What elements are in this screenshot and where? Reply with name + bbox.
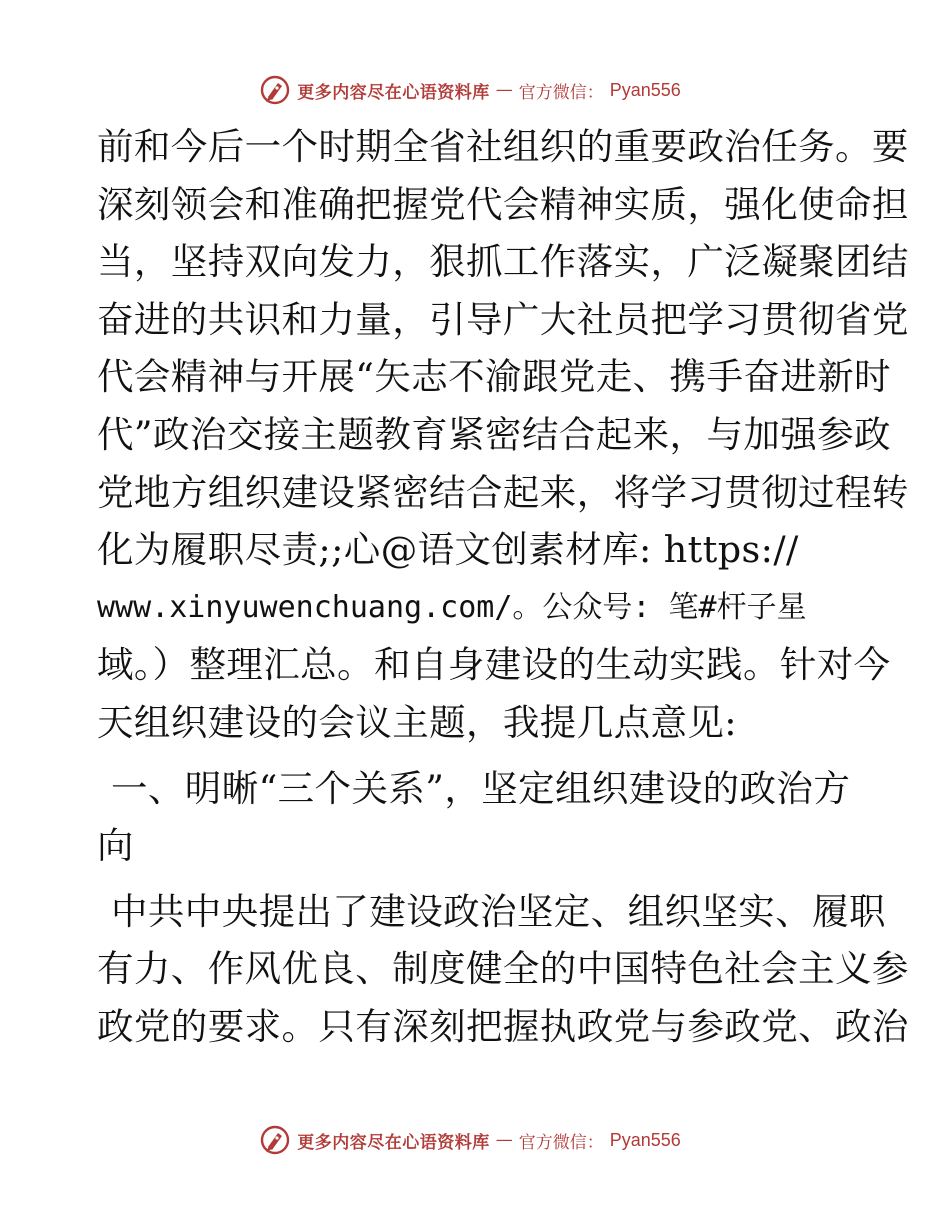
text-line: 有力、作风优良、制度健全的中国特色社会主义参 xyxy=(97,947,909,991)
pen-nib-logo-icon xyxy=(259,1124,291,1156)
banner-wechat-id: Pyan556 xyxy=(609,1129,681,1150)
footer-banner xyxy=(0,1120,950,1160)
banner-wechat-label: 官方微信： xyxy=(518,82,604,103)
text-line-url: www.xinyuwenchuang.com/。公众号: 笔#杆子星 xyxy=(97,589,807,625)
header-banner-content xyxy=(259,74,681,106)
section-heading-continued: 向 xyxy=(97,824,134,868)
text-line: 奋进的共识和力量，引导广大社员把学习贯彻省党 xyxy=(97,297,909,341)
section-heading: 一、明晰“三个关系”，坚定组织建设的政治方 xyxy=(111,766,851,810)
text-line: 当，坚持双向发力，狠抓工作落实，广泛凝聚团结 xyxy=(97,240,909,284)
banner-wechat-label: 官方微信： xyxy=(518,1132,604,1153)
banner-title: 更多内容尽在心语资料库 xyxy=(297,1132,490,1153)
text-line: 党地方组织建设紧密结合起来，将学习贯彻过程转 xyxy=(97,470,909,514)
header-banner xyxy=(0,70,950,110)
footer-banner-content xyxy=(259,1124,681,1156)
text-line: 政党的要求。只有深刻把握执政党与参政党、政治 xyxy=(97,1004,909,1048)
paragraph-first-line: 中共中央提出了建设政治坚定、组织坚实、履职 xyxy=(111,889,886,933)
banner-wechat-id: Pyan556 xyxy=(609,79,681,100)
banner-title: 更多内容尽在心语资料库 xyxy=(297,82,490,103)
text-line: 代会精神与开展“矢志不渝跟党走、携手奋进新时 xyxy=(97,355,891,399)
text-line: 化为履职尽责;;心@语文创素材库: https:// xyxy=(97,528,799,572)
text-line: 前和今后一个时期全省社组织的重要政治任务。要 xyxy=(97,125,909,168)
pen-nib-logo-icon xyxy=(259,74,291,106)
document-body xyxy=(97,118,909,1056)
text-line: 天组织建设的会议主题，我提几点意见: xyxy=(97,700,737,744)
banner-dash: — xyxy=(495,80,513,100)
text-line: 域。）整理汇总。和自身建设的生动实践。针对今 xyxy=(97,643,891,687)
text-line: 深刻领会和准确把握党代会精神实质，强化使命担 xyxy=(97,182,909,226)
text-line: 代”政治交接主题教育紧密结合起来，与加强参政 xyxy=(97,412,891,456)
paragraph-spacer xyxy=(97,875,862,883)
banner-dash: — xyxy=(495,1130,513,1150)
paragraph-spacer xyxy=(97,752,862,760)
